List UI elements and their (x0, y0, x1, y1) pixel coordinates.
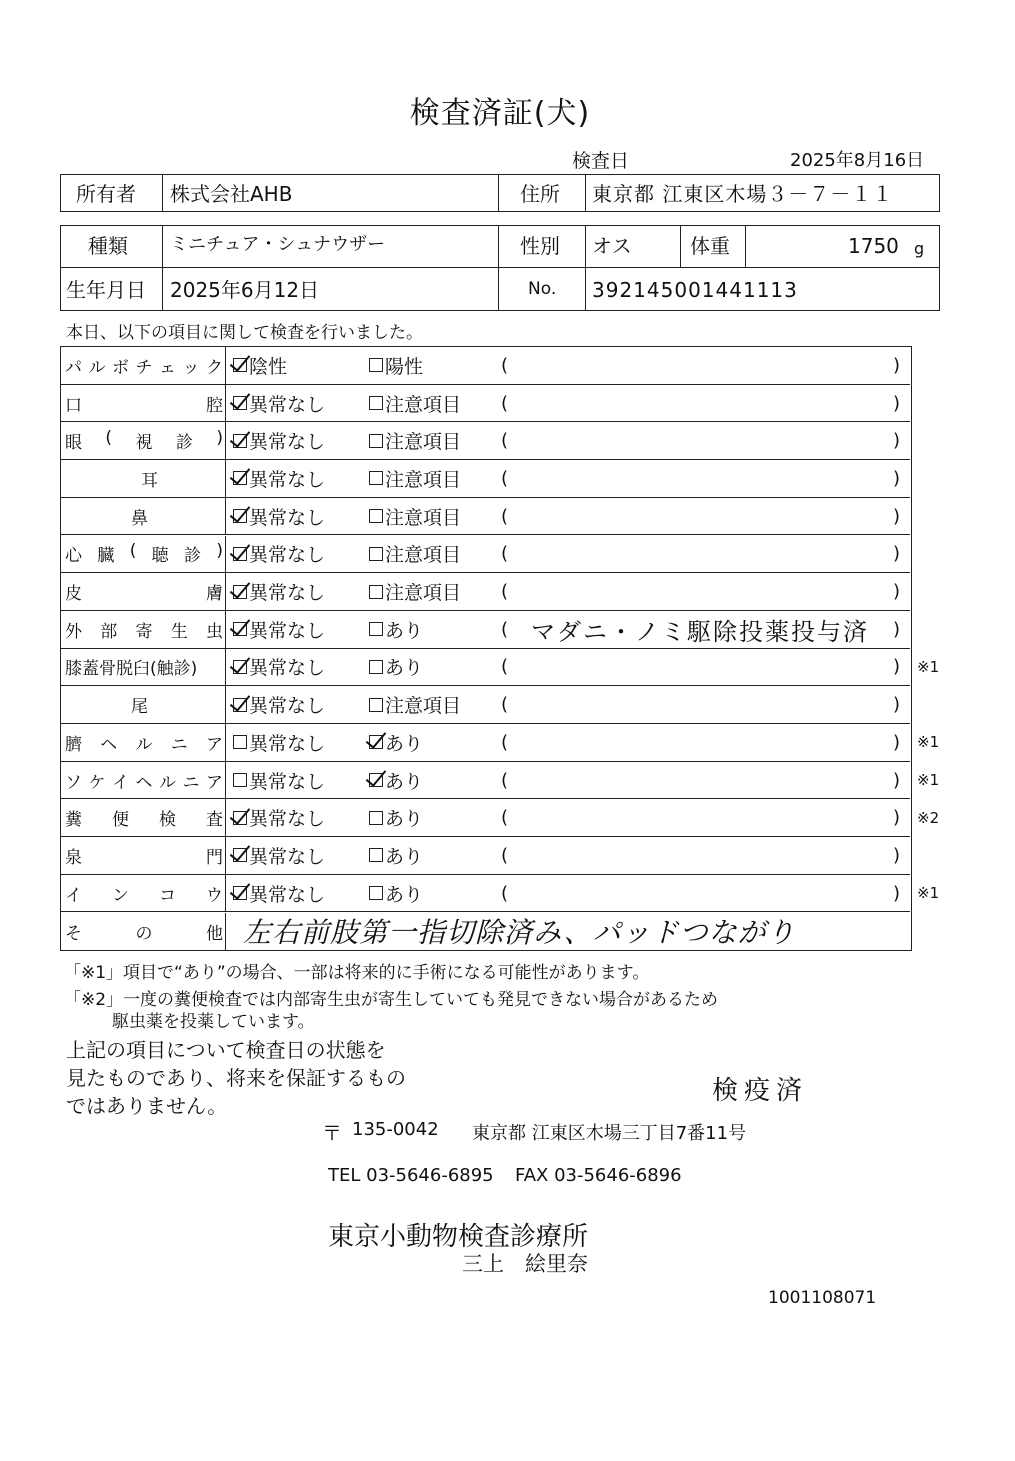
open-paren: ( (501, 543, 509, 565)
close-paren: ) (893, 656, 901, 678)
option-label: 注意項目 (385, 544, 462, 567)
row-label (61, 536, 226, 573)
option-2[interactable] (369, 762, 423, 799)
option-label: 異常なし (249, 582, 326, 605)
option-2[interactable] (369, 460, 461, 497)
option-1[interactable] (233, 460, 325, 497)
row-label-text: 口 腔 (65, 395, 223, 416)
open-paren: ( (501, 844, 509, 866)
other-handwritten-note: 左右前肢第一指切除済み、パッドつながり (243, 916, 796, 950)
disclaimer-line-3: ではありません。 (66, 1094, 228, 1118)
close-paren: ) (893, 769, 901, 791)
number-label: No. (528, 279, 557, 299)
checklist-row (61, 649, 940, 687)
open-paren: ( (501, 731, 509, 753)
birth-value: 2025年6月12日 (170, 278, 320, 302)
close-paren: ) (893, 581, 901, 603)
option-1[interactable] (233, 385, 325, 422)
close-paren: ) (893, 354, 901, 376)
close-paren: ) (893, 392, 901, 414)
option-label: あり (385, 619, 424, 642)
footnote-mark: ※2 (917, 808, 940, 827)
option-1[interactable] (233, 611, 325, 648)
checklist-row (61, 498, 910, 536)
row-label-text: 尾 (131, 697, 148, 718)
exam-date: 2025年8月16日 (790, 150, 925, 171)
option-label: 異常なし (249, 883, 326, 906)
row-label-text: 鼻 (131, 508, 148, 529)
footnote-mark: ※1 (917, 657, 940, 676)
checked-box-icon[interactable] (233, 585, 247, 599)
checkbox-icon[interactable] (233, 735, 247, 749)
option-2[interactable] (369, 686, 461, 723)
checked-box-icon[interactable] (233, 396, 247, 410)
option-label: 注意項目 (385, 393, 462, 416)
other-label-text: そ の 他 (65, 923, 223, 944)
option-label: 異常なし (249, 506, 326, 529)
checked-box-icon[interactable] (233, 811, 247, 825)
number-value: 392145001441113 (592, 278, 798, 302)
open-paren: ( (501, 807, 509, 829)
checkbox-icon[interactable] (369, 848, 383, 862)
option-1[interactable] (233, 649, 325, 686)
open-paren: ( (501, 430, 509, 452)
other-row (61, 913, 910, 951)
option-1[interactable] (233, 837, 325, 874)
row-note: マダニ・ノミ駆除投薬投与済 (531, 617, 869, 646)
footnote-mark: ※1 (917, 733, 940, 752)
row-label (61, 385, 226, 422)
option-label: 注意項目 (385, 582, 462, 605)
checkbox-icon[interactable] (369, 585, 383, 599)
checked-box-icon[interactable] (233, 660, 247, 674)
footnote-mark: ※1 (917, 771, 940, 790)
weight-label: 体重 (690, 234, 730, 258)
option-label: 注意項目 (385, 468, 462, 491)
option-2[interactable] (369, 611, 423, 648)
open-paren: ( (501, 769, 509, 791)
close-paren: ) (893, 731, 901, 753)
option-1[interactable] (233, 347, 287, 384)
checkbox-icon[interactable] (369, 547, 383, 561)
option-2[interactable] (369, 573, 461, 610)
option-label: 注意項目 (385, 506, 462, 529)
checkbox-icon[interactable] (369, 660, 383, 674)
footnote-1: 「※1」項目で“あり”の場合、一部は将来的に手術になる可能性があります。 (64, 963, 650, 983)
row-label (61, 573, 226, 610)
close-paren: ) (893, 882, 901, 904)
open-paren: ( (501, 656, 509, 678)
document-title: 検査済証(犬) (409, 96, 591, 131)
row-label-text: パ ル ボ チ ェ ッ ク (65, 357, 223, 378)
option-2[interactable] (369, 724, 423, 761)
checklist-row (61, 347, 910, 385)
option-1[interactable] (233, 762, 325, 799)
row-label-text: ソ ケ イ ヘ ル ニ ア (65, 772, 223, 793)
close-paren: ) (893, 844, 901, 866)
checkbox-icon[interactable] (369, 396, 383, 410)
checked-box-icon[interactable] (369, 735, 383, 749)
option-label: 異常なし (249, 657, 326, 680)
clinic-name: 東京小動物検査診療所 (328, 1222, 589, 1252)
option-2[interactable] (369, 422, 461, 459)
checklist-row (61, 536, 910, 574)
option-label: 異常なし (249, 808, 326, 831)
checked-box-icon[interactable] (233, 698, 247, 712)
checked-box-icon[interactable] (233, 509, 247, 523)
open-paren: ( (501, 467, 509, 489)
footnote-2-line-2: 駆虫薬を投薬しています。 (112, 1012, 315, 1032)
clinic-address: 東京都 江東区木場三丁目7番11号 (472, 1123, 747, 1144)
option-1[interactable] (233, 686, 325, 723)
owner-label: 所有者 (76, 182, 136, 206)
weight-value: 1750 (848, 234, 899, 258)
checklist-row (61, 686, 910, 724)
row-label (61, 347, 226, 384)
close-paren: ) (893, 543, 901, 565)
option-label: 異常なし (249, 431, 326, 454)
checklist-row (61, 573, 910, 611)
sex-label: 性別 (520, 234, 560, 258)
option-label: 異常なし (249, 695, 326, 718)
option-label: あり (385, 732, 424, 755)
row-label (61, 460, 226, 497)
checked-box-icon[interactable] (369, 773, 383, 787)
checklist-table (60, 346, 940, 951)
postal-code: 135-0042 (352, 1119, 439, 1140)
row-label (61, 498, 226, 535)
checkbox-icon[interactable] (369, 886, 383, 900)
option-label: 異常なし (249, 544, 326, 567)
open-paren: ( (501, 581, 509, 603)
option-label: 注意項目 (385, 695, 462, 718)
row-label (61, 724, 226, 761)
exam-date-label: 検査日 (572, 150, 630, 172)
row-label (61, 649, 226, 686)
checkbox-icon[interactable] (369, 811, 383, 825)
option-label: 異常なし (249, 619, 326, 642)
birth-label: 生年月日 (66, 278, 146, 302)
checkbox-icon[interactable] (369, 434, 383, 448)
tel-number: TEL 03-5646-6895 (328, 1165, 494, 1186)
close-paren: ) (893, 807, 901, 829)
option-1[interactable] (233, 875, 325, 912)
option-label: 陰性 (249, 355, 288, 378)
close-paren: ) (893, 467, 901, 489)
row-label (61, 422, 226, 459)
option-label: 陽性 (385, 355, 424, 378)
open-paren: ( (501, 354, 509, 376)
checklist-row (61, 762, 940, 800)
option-2[interactable] (369, 385, 461, 422)
option-label: 異常なし (249, 770, 326, 793)
postal-mark: 〒 (322, 1121, 342, 1145)
breed-label: 種類 (88, 234, 128, 258)
document-number: 1001108071 (768, 1288, 877, 1308)
footnote-2-line-1: 「※2」一度の糞便検査では内部寄生虫が寄生していても発見できない場合があるため (64, 990, 719, 1010)
open-paren: ( (501, 694, 509, 716)
checklist-row (61, 385, 910, 423)
row-label (61, 762, 226, 799)
checkbox-icon[interactable] (369, 471, 383, 485)
open-paren: ( (501, 392, 509, 414)
checkbox-icon[interactable] (369, 622, 383, 636)
checked-box-icon[interactable] (233, 547, 247, 561)
address-value: 東京都 江東区木場３－７－１１ (592, 182, 894, 206)
checklist-row (61, 611, 910, 649)
row-label-text: 臍 ヘ ル ニ ア (65, 734, 223, 755)
open-paren: ( (501, 505, 509, 527)
option-2[interactable] (369, 875, 423, 912)
disclaimer-line-1: 上記の項目について検査日の状態を (66, 1038, 386, 1062)
row-label (61, 799, 226, 836)
footnote-mark: ※1 (917, 884, 940, 903)
option-1[interactable] (233, 724, 325, 761)
checkbox-icon[interactable] (369, 358, 383, 372)
sex-value: オス (592, 234, 632, 258)
option-label: 注意項目 (385, 431, 462, 454)
option-2[interactable] (369, 536, 461, 573)
disclaimer (66, 1036, 406, 1120)
option-1[interactable] (233, 799, 325, 836)
option-2[interactable] (369, 799, 423, 836)
checked-box-icon[interactable] (233, 434, 247, 448)
row-label-text: 皮 膚 (65, 584, 223, 605)
option-label: あり (385, 808, 424, 831)
checked-box-icon[interactable] (233, 622, 247, 636)
other-label (61, 913, 226, 951)
option-2[interactable] (369, 649, 423, 686)
quarantine-stamp: 検疫済 (712, 1076, 809, 1106)
option-label: 異常なし (249, 393, 326, 416)
option-1[interactable] (233, 422, 325, 459)
row-label (61, 686, 226, 723)
checkbox-icon[interactable] (369, 698, 383, 712)
checklist-row (61, 724, 940, 762)
breed-value: ミニチュア・シュナウザー (170, 234, 386, 255)
row-label-text: 膝蓋骨脱臼(触診) (65, 659, 198, 680)
row-label-text: 心 臓 ( 聴 診 ) (65, 541, 223, 567)
checklist-row (61, 460, 910, 498)
row-label (61, 837, 226, 874)
option-2[interactable] (369, 498, 461, 535)
row-label-text: 耳 (141, 470, 158, 491)
option-label: 異常なし (249, 468, 326, 491)
option-1[interactable] (233, 498, 325, 535)
close-paren: ) (893, 618, 901, 640)
option-label: あり (385, 770, 424, 793)
option-label: あり (385, 883, 424, 906)
close-paren: ) (893, 505, 901, 527)
checked-box-icon[interactable] (233, 886, 247, 900)
row-label-text: 眼 ( 視 診 ) (65, 428, 223, 454)
option-1[interactable] (233, 573, 325, 610)
option-2[interactable] (369, 347, 423, 384)
row-label-text: 外 部 寄 生 虫 (65, 621, 223, 642)
checklist-row (61, 837, 910, 875)
option-label: 異常なし (249, 845, 326, 868)
fax-number: FAX 03-5646-6896 (515, 1165, 682, 1186)
checklist-row (61, 875, 940, 913)
checkbox-icon[interactable] (233, 773, 247, 787)
row-label (61, 875, 226, 912)
doctor-name: 三上 絵里奈 (462, 1252, 588, 1276)
option-label: あり (385, 845, 424, 868)
checked-box-icon[interactable] (233, 471, 247, 485)
weight-unit: g (914, 239, 925, 258)
checklist-row (61, 422, 910, 460)
disclaimer-line-2: 見たものであり、将来を保証するもの (66, 1066, 406, 1090)
row-label-text: 泉 門 (65, 847, 223, 868)
option-label: あり (385, 657, 424, 680)
row-label (61, 611, 226, 648)
intro-text: 本日、以下の項目に関して検査を行いました。 (66, 323, 423, 343)
row-label-text: 糞 便 検 査 (65, 810, 223, 831)
open-paren: ( (501, 618, 509, 640)
owner-value: 株式会社AHB (170, 182, 293, 206)
close-paren: ) (893, 430, 901, 452)
checkbox-icon[interactable] (369, 509, 383, 523)
checklist-row (61, 799, 940, 837)
row-label-text: イ ン コ ウ (65, 885, 223, 906)
address-label: 住所 (520, 182, 560, 206)
option-2[interactable] (369, 837, 423, 874)
option-label: 異常なし (249, 732, 326, 755)
checked-box-icon[interactable] (233, 848, 247, 862)
checked-box-icon[interactable] (233, 358, 247, 372)
close-paren: ) (893, 694, 901, 716)
open-paren: ( (501, 882, 509, 904)
option-1[interactable] (233, 536, 325, 573)
